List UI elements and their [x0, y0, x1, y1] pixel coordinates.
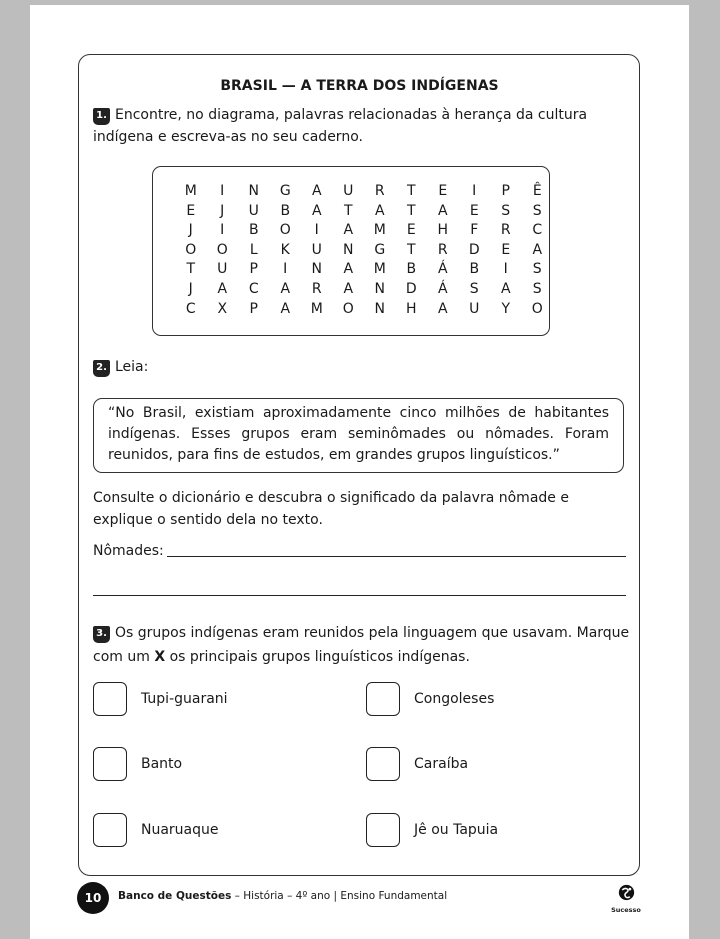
grid-letter: U: [343, 183, 354, 199]
grid-letter: X: [217, 300, 228, 317]
grid-letter: E: [438, 183, 448, 199]
grid-letter: E: [469, 202, 479, 219]
grid-letter: S: [469, 281, 479, 297]
grid-letter: J: [220, 202, 225, 219]
grid-letter: N: [311, 261, 322, 278]
grid-letter: R: [500, 222, 511, 239]
grid-letter: R: [437, 241, 448, 258]
option-label: Nuaruaque: [141, 822, 219, 838]
grid-letter: E: [501, 241, 511, 258]
grid-letter: P: [249, 300, 258, 317]
question-2-label: Leia:: [115, 359, 149, 375]
grid-letter: T: [406, 183, 416, 199]
grid-letter: U: [248, 202, 259, 219]
grid-row: [175, 299, 553, 319]
grid-letter: B: [280, 202, 291, 219]
grid-letter: J: [188, 281, 193, 297]
checkbox[interactable]: [93, 682, 127, 716]
question-number-badge: 1.: [93, 108, 110, 125]
grid-letter: M: [373, 261, 386, 278]
question-2-instruction: Consulte o dicionário e descubra o significado da palavra nômade e explique o sentido dela no texto.: [93, 490, 569, 528]
answer-line[interactable]: [167, 556, 626, 557]
grid-letter: L: [249, 241, 258, 258]
grid-letter: I: [220, 222, 225, 239]
grid-letter: A: [343, 281, 354, 297]
footer-text: [118, 890, 447, 902]
grid-letter: D: [468, 241, 480, 258]
option-caraiba[interactable]: [366, 746, 468, 782]
grid-letter: A: [280, 300, 291, 317]
grid-letter: C: [185, 300, 196, 317]
question-number-badge: 2.: [93, 360, 110, 377]
footer-details: – História – 4º ano | Ensino Fundamental: [231, 890, 448, 902]
checkbox[interactable]: [93, 747, 127, 781]
grid-letter: Á: [437, 281, 448, 297]
checkbox[interactable]: [366, 682, 400, 716]
top-divider: [30, 0, 689, 5]
page-number: 10: [77, 882, 109, 914]
grid-letter: C: [532, 222, 543, 239]
grid-letter: B: [248, 222, 259, 239]
grid-letter: P: [249, 261, 258, 278]
grid-letter: A: [343, 222, 354, 239]
grid-row: [175, 181, 553, 201]
grid-letter: I: [314, 222, 319, 239]
grid-letter: G: [279, 183, 291, 199]
grid-letter: N: [374, 300, 385, 317]
grid-letter: S: [532, 261, 542, 278]
grid-letter: A: [311, 183, 322, 199]
grid-letter: O: [279, 222, 291, 239]
answer-line[interactable]: [93, 595, 626, 596]
option-label: Caraíba: [414, 756, 469, 772]
grid-letter: A: [437, 202, 448, 219]
grid-row: [175, 240, 553, 260]
grid-row: [175, 220, 553, 240]
grid-letter: N: [343, 241, 354, 258]
grid-letter: N: [248, 183, 259, 199]
grid-letter: D: [405, 281, 417, 297]
question-number-badge: 3.: [93, 626, 110, 643]
page-title: BRASIL — A TERRA DOS INDÍGENAS: [220, 78, 499, 94]
grid-letter: K: [280, 241, 290, 258]
question-3: [93, 621, 631, 669]
grid-letter: U: [311, 241, 322, 258]
grid-letter: P: [501, 183, 510, 199]
option-label: Banto: [141, 756, 183, 772]
grid-letter: A: [343, 261, 354, 278]
grid-letter: B: [406, 261, 417, 278]
grid-letter: I: [220, 183, 225, 199]
option-tupi-guarani[interactable]: [93, 681, 228, 717]
question-1: [93, 104, 628, 148]
grid-letter: H: [405, 300, 417, 317]
grid-letter: A: [217, 281, 228, 297]
grid-letter: E: [406, 222, 416, 239]
grid-letter: O: [216, 241, 228, 258]
grid-letter: M: [310, 300, 323, 317]
grid-row: [175, 279, 553, 299]
option-label: Congoleses: [414, 691, 495, 707]
grid-letter: I: [503, 261, 508, 278]
word-search-grid: [152, 166, 550, 336]
grid-letter: G: [374, 241, 386, 258]
grid-letter: U: [469, 300, 480, 317]
grid-letter: I: [472, 183, 477, 199]
grid-row: [175, 201, 553, 221]
grid-letter: M: [373, 222, 386, 239]
question-1-text: Encontre, no diagrama, palavras relacionadas à herança da cultura indígena e escreva-as no seu caderno.: [93, 107, 588, 145]
checkbox[interactable]: [366, 813, 400, 847]
grid-letter: S: [501, 202, 511, 219]
page: [30, 0, 689, 939]
option-je-ou-tapuia[interactable]: [366, 812, 498, 848]
answer-label-nomades: Nômades:: [93, 543, 164, 559]
grid-letter: A: [280, 281, 291, 297]
quote-box: “No Brasil, existiam aproximadamente cinco milhões de habitantes indígenas. Esses grupos eram seminômades ou nômades. Foram reunidos, para fins de estudos, em grandes grupos linguísticos.”: [93, 398, 624, 473]
grid-letter: J: [188, 222, 193, 239]
grid-letter: F: [470, 222, 479, 239]
grid-letter: T: [343, 202, 353, 219]
checkbox[interactable]: [93, 813, 127, 847]
grid-letter: Y: [501, 300, 511, 317]
option-congoleses[interactable]: [366, 681, 494, 717]
grid-letter: E: [186, 202, 196, 219]
question-2: [93, 356, 148, 378]
grid-letter: A: [532, 241, 543, 258]
grid-letter: S: [532, 202, 542, 219]
grid-letter: R: [374, 183, 385, 199]
grid-letter: N: [374, 281, 385, 297]
footer-book: Banco de Questões: [118, 890, 232, 902]
grid-letter: C: [248, 281, 259, 297]
grid-letter: A: [311, 202, 322, 219]
option-label: Jê ou Tapuia: [414, 822, 499, 838]
grid-letter: O: [531, 300, 543, 317]
grid-letter: S: [532, 281, 542, 297]
option-label: Tupi-guarani: [141, 691, 228, 707]
question-3-mark: X: [154, 649, 166, 665]
publisher-logo: [606, 884, 646, 914]
grid-letter: R: [311, 281, 322, 297]
checkbox[interactable]: [366, 747, 400, 781]
grid-letter: O: [185, 241, 197, 258]
globe-icon: [618, 884, 635, 901]
option-banto[interactable]: [93, 746, 182, 782]
grid-letter: I: [283, 261, 288, 278]
grid-letter: A: [374, 202, 385, 219]
grid-letter: T: [186, 261, 196, 278]
grid-letter: A: [437, 300, 448, 317]
grid-letter: U: [217, 261, 228, 278]
logo-text: Sucesso: [611, 906, 641, 914]
grid-letter: B: [469, 261, 480, 278]
grid-letter: O: [342, 300, 354, 317]
question-3-text: Os grupos indígenas eram reunidos pela linguagem que usavam. Marque com um: [93, 625, 630, 665]
grid-letter: A: [500, 281, 511, 297]
grid-letter: Á: [437, 261, 448, 278]
grid-row: [175, 259, 553, 279]
grid-letter: T: [406, 241, 416, 258]
question-3-text-end: os principais grupos linguísticos indígenas.: [169, 649, 470, 665]
grid-letter: T: [406, 202, 416, 219]
option-nuaruaque[interactable]: [93, 812, 219, 848]
grid-letter: M: [184, 183, 197, 199]
grid-letter: H: [437, 222, 449, 239]
grid-letter: Ê: [532, 183, 542, 199]
